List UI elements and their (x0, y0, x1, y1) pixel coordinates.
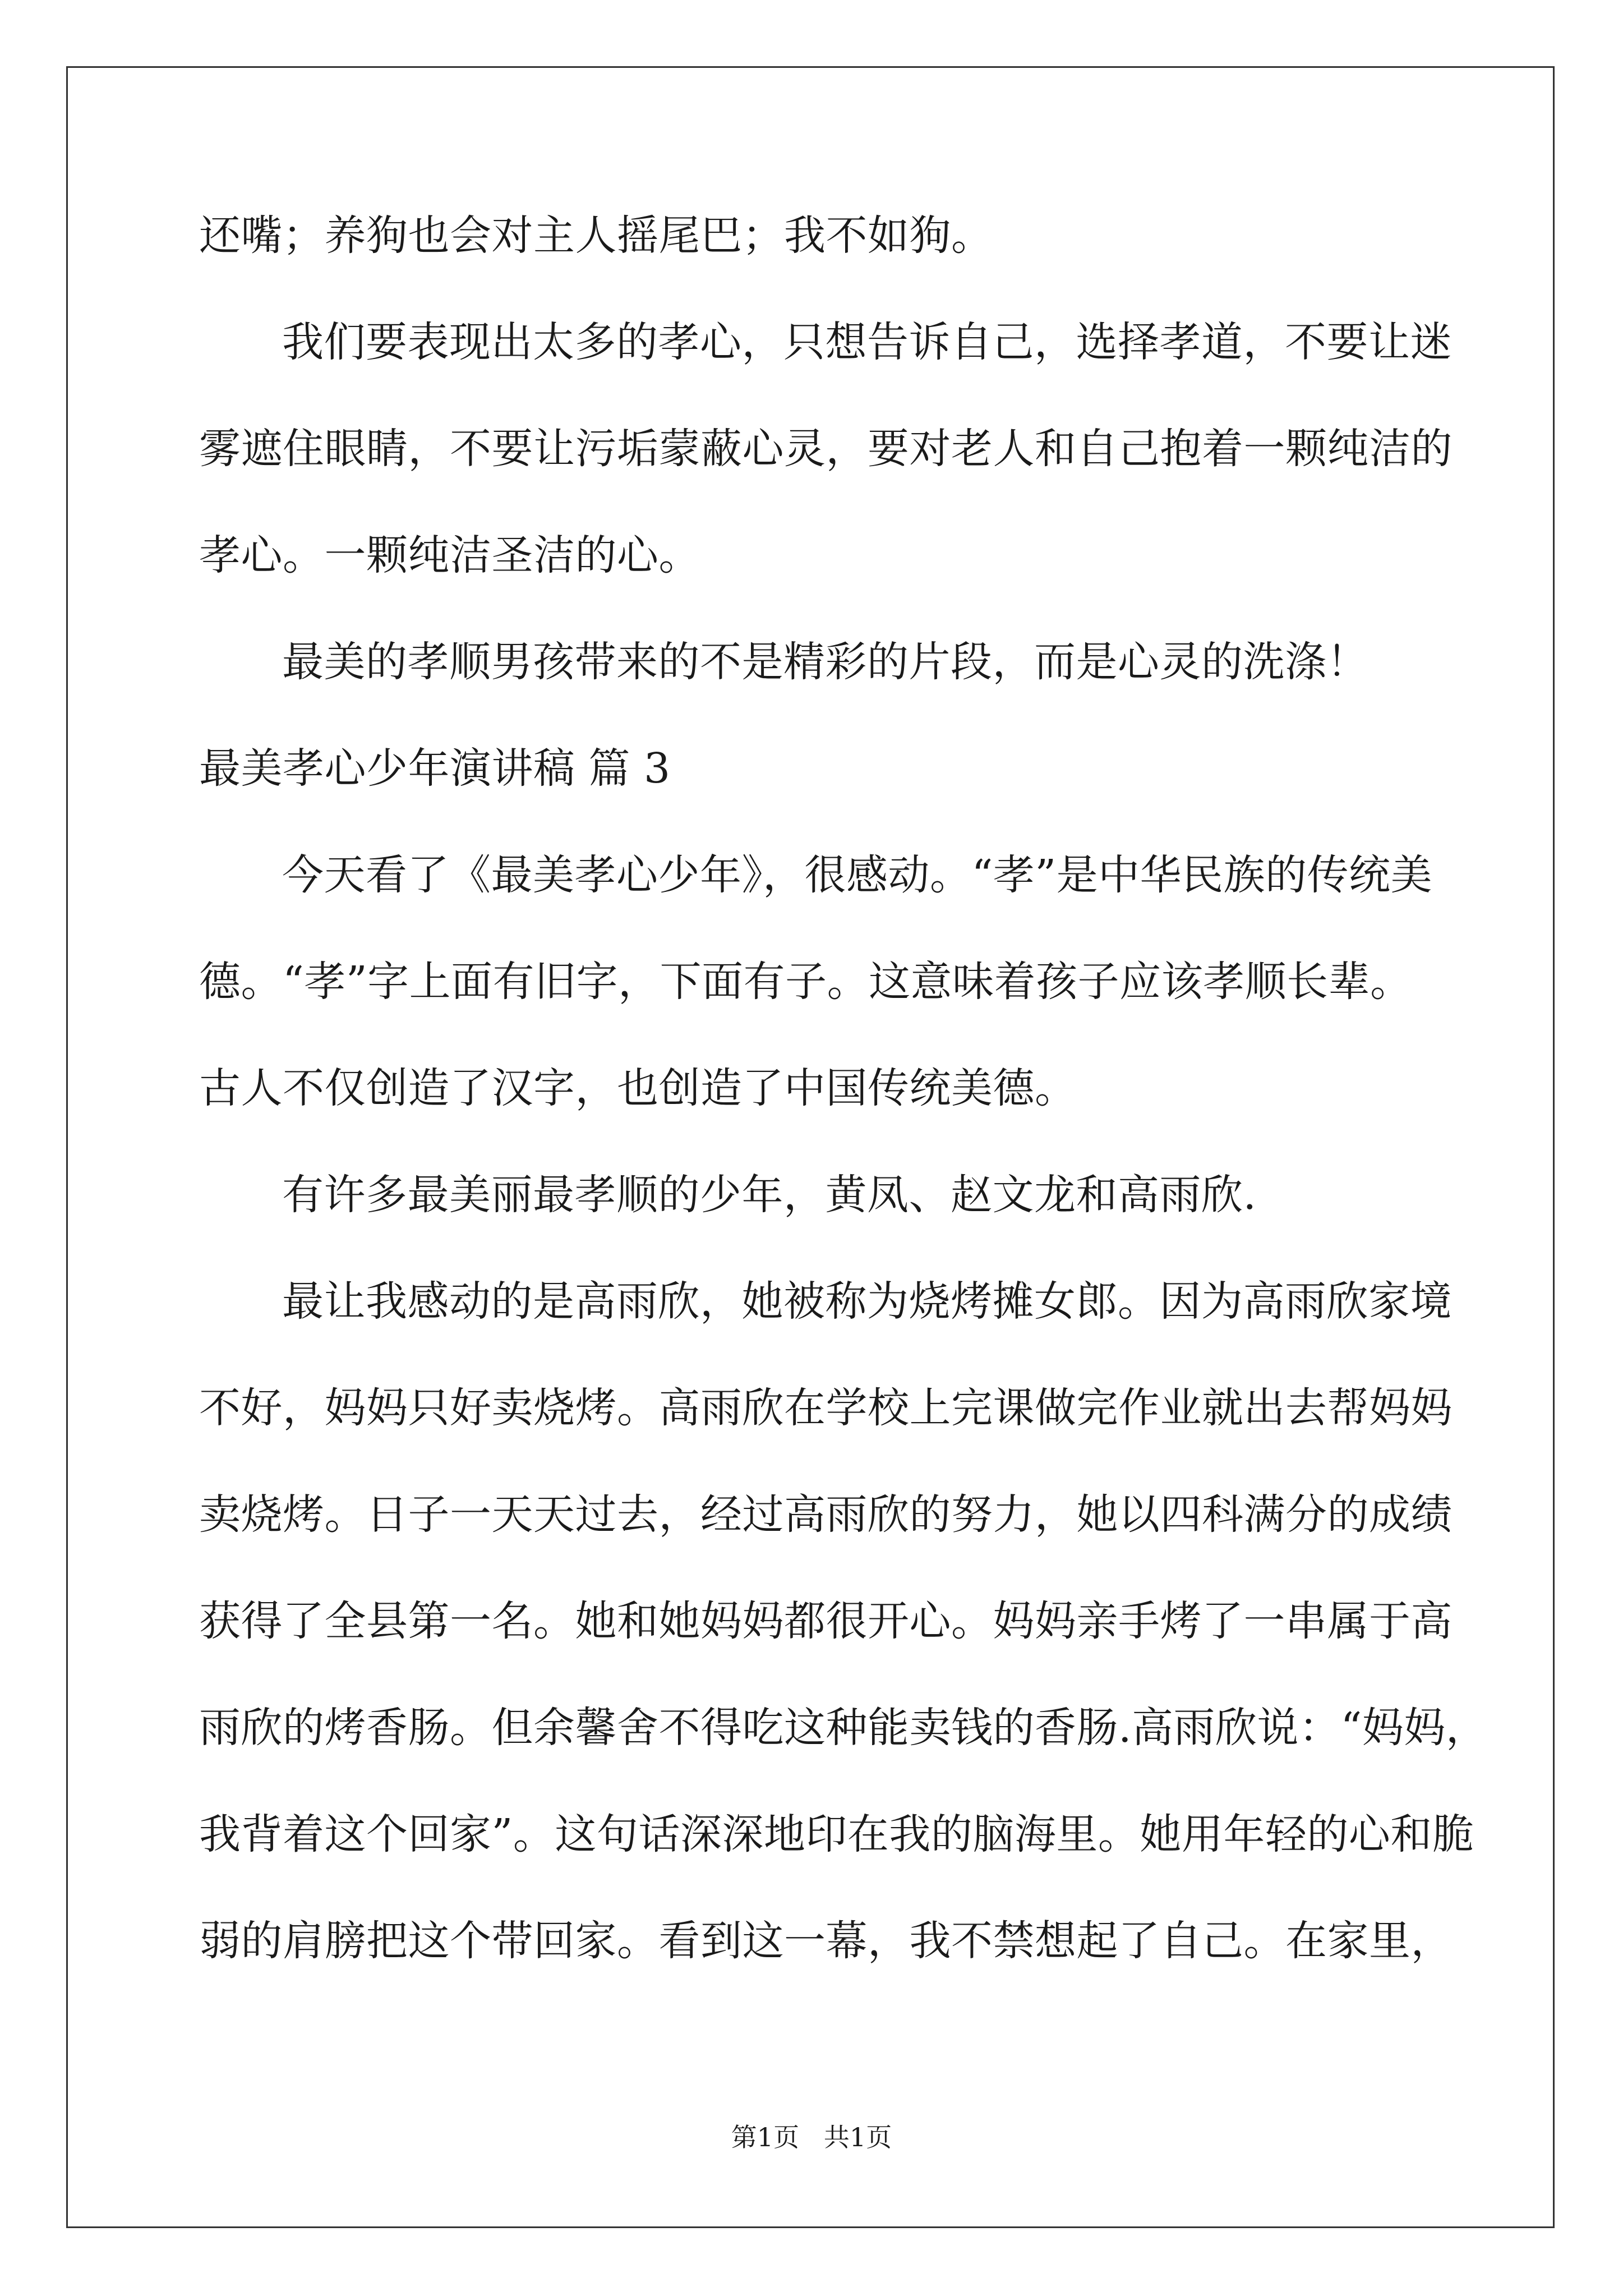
page-footer: 第1页 共1页 (731, 2122, 892, 2152)
text-line: 我背着这个回家”。这句话深深地印在我的脑海里。她用年轻的心和脆 (199, 1810, 1474, 1858)
text-line: 卖烧烤。日子一天天过去，经过高雨欣的努力，她以四科满分的成绩 (199, 1490, 1453, 1539)
text-line: 孝心。一颗纯洁圣洁的心。 (199, 531, 700, 579)
text-line: 获得了全县第一名。她和她妈妈都很开心。妈妈亲手烤了一串属于高 (199, 1597, 1453, 1645)
paragraph-start: 我们要表现出太多的孝心，只想告诉自己，选择孝道，不要让迷 (282, 318, 1452, 366)
text-line: 弱的肩膀把这个带回家。看到这一幕，我不禁想起了自己。在家里， (199, 1917, 1453, 1965)
text-line: 雾遮住眼睛，不要让污垢蒙蔽心灵，要对老人和自己抱着一颗纯洁的 (199, 425, 1453, 473)
text-line: 古人不仅创造了汉字，也创造了中国传统美德。 (199, 1064, 1077, 1112)
text-line: 雨欣的烤香肠。但余馨舍不得吃这种能卖钱的香肠.高雨欣说：“妈妈， (199, 1704, 1488, 1752)
section-heading: 最美孝心少年演讲稿 篇 3 (199, 744, 671, 793)
page-border (66, 66, 1555, 2228)
text-line: 不好，妈妈只好卖烧烤。高雨欣在学校上完课做完作业就出去帮妈妈 (199, 1384, 1453, 1432)
text-line: 德。“孝”字上面有旧字，下面有子。这意味着孩子应该孝顺长辈。 (199, 958, 1412, 1006)
paragraph-start: 今天看了《最美孝心少年》，很感动。“孝”是中华民族的传统美 (282, 851, 1433, 899)
paragraph-start: 最美的孝顺男孩带来的不是精彩的片段，而是心灵的洗涤！ (282, 638, 1368, 686)
paragraph-start: 最让我感动的是高雨欣，她被称为烧烤摊女郎。因为高雨欣家境 (282, 1277, 1452, 1326)
paragraph-start: 有许多最美丽最孝顺的少年，黄凤、赵文龙和高雨欣. (282, 1171, 1257, 1219)
text-line: 还嘴；养狗也会对主人摇尾巴；我不如狗。 (199, 211, 993, 260)
